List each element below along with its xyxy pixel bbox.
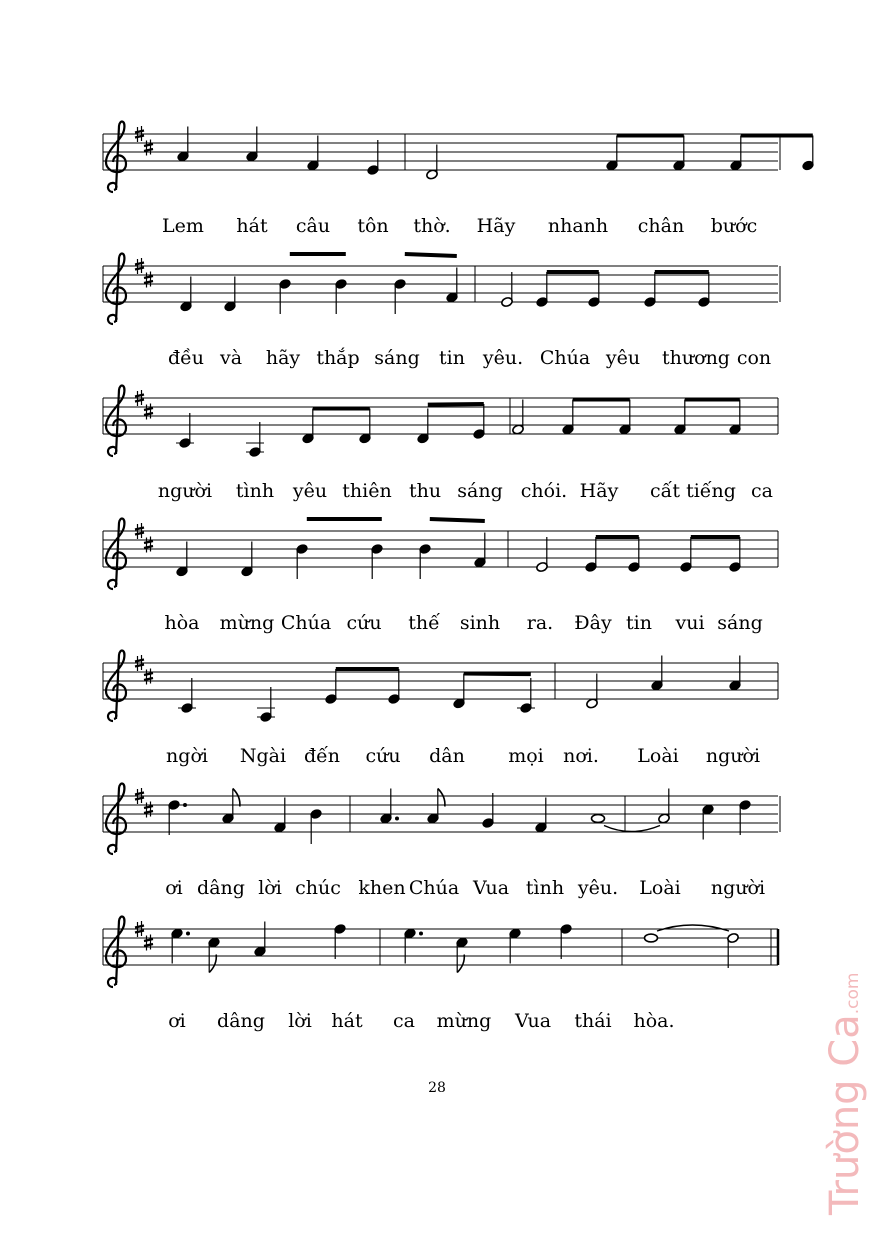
lyric-syllable: lời	[258, 877, 282, 899]
lyric-syllable: thắp	[316, 347, 360, 369]
sharp-sign-icon	[144, 802, 153, 818]
note	[335, 278, 348, 314]
note	[562, 400, 575, 436]
note	[325, 669, 338, 705]
staff-system	[103, 518, 778, 589]
lyric-syllable: chúc	[295, 877, 341, 899]
lyric-syllable: nhanh	[547, 215, 609, 237]
lyric-syllable: khen	[358, 877, 406, 899]
note	[727, 932, 740, 968]
sharp-sign-icon	[144, 272, 153, 288]
note	[473, 404, 486, 440]
note	[536, 272, 549, 308]
lyric-syllable: ca	[751, 480, 773, 502]
note	[802, 136, 815, 172]
lyric-syllable: ơi	[165, 877, 183, 899]
lyric-syllable: hãy	[265, 347, 301, 369]
note	[388, 669, 401, 705]
lyric-line	[0, 480, 874, 510]
lyric-syllable: tình	[235, 480, 275, 502]
lyric-syllable: sáng	[374, 347, 420, 369]
note	[628, 537, 641, 573]
note	[176, 542, 189, 578]
notehead-icon	[645, 934, 658, 942]
note	[168, 799, 187, 835]
lyric-line	[0, 1010, 874, 1040]
lyric-syllable: Ngài	[239, 745, 287, 767]
note	[241, 542, 254, 578]
lyric-syllable: yêu	[292, 480, 328, 502]
lyric-syllable: tiếng	[686, 480, 736, 502]
page-number: 28	[428, 1080, 446, 1096]
lyric-syllable: hát	[331, 1010, 363, 1032]
staff-lines	[103, 663, 778, 699]
lyric-syllable: và	[219, 347, 243, 369]
lyric-syllable: dân	[429, 745, 465, 767]
lyric-syllable: chói.	[520, 480, 568, 502]
dot-icon	[186, 932, 190, 936]
note	[254, 922, 267, 958]
lyric-syllable: Hãy	[579, 480, 619, 502]
flag-icon	[438, 789, 445, 807]
note	[334, 923, 347, 959]
treble-clef-icon	[106, 518, 126, 589]
note	[178, 678, 196, 714]
lyric-syllable: ca	[393, 1010, 415, 1032]
note	[180, 277, 193, 313]
notehead-icon	[592, 815, 605, 823]
beam	[430, 519, 485, 521]
lyric-syllable: hát	[236, 215, 268, 237]
note	[698, 272, 711, 308]
treble-clef-icon	[106, 253, 126, 324]
note	[279, 278, 292, 314]
beam	[464, 674, 531, 675]
note	[586, 674, 599, 710]
staff-system	[103, 783, 780, 854]
note	[645, 934, 658, 942]
note	[509, 928, 522, 964]
note	[419, 543, 432, 579]
lyric-syllable: Loài	[639, 877, 681, 899]
lyric-syllable: Vua	[514, 1010, 552, 1032]
note	[367, 140, 380, 176]
note	[729, 656, 742, 692]
note	[535, 798, 548, 834]
note	[380, 789, 399, 825]
note	[606, 136, 619, 172]
note	[404, 928, 423, 964]
lyric-syllable: bước	[710, 215, 758, 237]
lyric-syllable: yêu.	[482, 347, 524, 369]
note	[512, 400, 525, 436]
lyric-line	[0, 612, 874, 642]
note	[222, 789, 235, 825]
note	[729, 400, 742, 436]
note	[296, 543, 309, 579]
lyric-syllable: ơi	[168, 1010, 186, 1032]
lyric-syllable: người	[157, 480, 213, 502]
lyric-syllable: ngời	[166, 745, 208, 767]
note	[560, 923, 573, 959]
lyric-syllable: Chúa	[408, 877, 460, 899]
note	[426, 145, 439, 181]
lyric-syllable: hòa	[164, 612, 200, 634]
sharp-sign-icon	[144, 537, 153, 553]
lyric-syllable: mọi	[508, 745, 544, 767]
tie	[604, 826, 660, 832]
lyric-syllable: thờ.	[413, 215, 451, 237]
flag-icon	[457, 955, 464, 973]
lyric-syllable: dâng	[217, 1010, 265, 1032]
note	[274, 798, 287, 834]
sharp-sign-icon	[144, 404, 153, 420]
lyric-syllable: Vua	[472, 877, 510, 899]
note	[702, 804, 715, 840]
note	[427, 789, 440, 825]
lyric-syllable: Đây	[574, 612, 612, 634]
treble-clef-icon	[106, 121, 126, 192]
staff-lines	[103, 796, 778, 832]
lyric-syllable: vui	[675, 612, 705, 634]
lyric-syllable: Loài	[637, 745, 679, 767]
note	[453, 674, 466, 710]
flag-icon	[233, 789, 240, 807]
staff-system	[103, 385, 778, 457]
note	[302, 409, 315, 445]
beam	[428, 404, 484, 405]
watermark	[822, 973, 868, 1215]
note	[394, 278, 407, 314]
note	[585, 537, 598, 573]
lyric-syllable: cất	[650, 480, 680, 502]
lyric-syllable: đều	[167, 347, 205, 369]
note	[674, 400, 687, 436]
note	[536, 537, 549, 573]
note	[474, 533, 487, 569]
lyric-syllable: thu	[408, 480, 442, 502]
lyric-syllable: Chúa	[280, 612, 332, 634]
note	[619, 400, 632, 436]
note	[246, 422, 264, 458]
note	[592, 815, 605, 823]
lyric-syllable: tin	[439, 347, 465, 369]
dot-icon	[183, 803, 187, 807]
lyric-syllable: câu	[295, 215, 331, 237]
lyric-syllable: hòa.	[633, 1010, 675, 1032]
lyric-syllable: tôn	[357, 215, 389, 237]
note	[644, 272, 657, 308]
lyric-syllable: đến	[303, 745, 341, 767]
staff-system	[103, 121, 814, 192]
lyric-syllable: cứu	[365, 745, 401, 767]
note	[446, 268, 459, 304]
staff-system	[103, 650, 778, 722]
dot-icon	[419, 932, 423, 936]
staff-lines	[103, 531, 778, 567]
sharp-sign-icon	[144, 140, 153, 156]
note	[673, 136, 686, 172]
note	[307, 136, 320, 172]
note	[359, 409, 372, 445]
lyric-syllable: dâng	[197, 877, 245, 899]
note	[224, 277, 237, 313]
lyric-syllable: thái	[574, 1010, 612, 1032]
lyric-syllable: thế	[408, 612, 440, 634]
note	[171, 928, 190, 964]
watermark-text: Trường Ca	[822, 1014, 868, 1215]
treble-clef-icon	[106, 783, 126, 854]
note	[176, 413, 194, 449]
note	[588, 272, 601, 308]
note	[517, 678, 535, 714]
beam	[405, 254, 457, 256]
lyric-syllable: sáng	[717, 612, 763, 634]
lyric-line	[0, 877, 874, 907]
note	[680, 537, 693, 573]
note	[177, 127, 190, 163]
staff-system	[103, 916, 778, 987]
note	[257, 687, 275, 723]
lyric-line	[0, 745, 874, 775]
lyric-syllable: Lem	[162, 215, 204, 237]
note	[310, 808, 323, 844]
note	[651, 656, 664, 692]
note	[501, 272, 514, 308]
treble-clef-icon	[106, 385, 126, 456]
note	[658, 789, 671, 825]
lyric-syllable: thương	[662, 347, 730, 369]
lyric-syllable: thiên	[342, 480, 392, 502]
lyric-syllable: lời	[288, 1010, 312, 1032]
sharp-sign-icon	[144, 935, 153, 951]
note	[246, 127, 259, 163]
lyric-syllable: người	[710, 877, 766, 899]
lyric-syllable: tin	[626, 612, 652, 634]
lyric-syllable: nơi.	[563, 745, 599, 767]
lyric-syllable: chân	[637, 215, 685, 237]
lyric-syllable: yêu.	[577, 877, 619, 899]
lyric-syllable: mừng	[436, 1010, 492, 1032]
lyric-syllable: ra.	[526, 612, 554, 634]
lyric-syllable: con	[736, 347, 772, 369]
tie	[657, 925, 729, 931]
staff-lines	[103, 929, 778, 965]
note	[371, 543, 384, 579]
note	[730, 136, 743, 172]
sharp-sign-icon	[144, 669, 153, 685]
lyric-syllable: sáng	[457, 480, 503, 502]
treble-clef-icon	[106, 650, 126, 721]
note	[417, 409, 430, 445]
lyric-line	[0, 215, 874, 245]
treble-clef-icon	[106, 916, 126, 987]
flag-icon	[209, 955, 216, 973]
watermark-suffix: .com	[843, 972, 863, 1015]
lyric-syllable: người	[705, 745, 761, 767]
lyric-syllable: mừng	[219, 612, 275, 634]
note	[482, 793, 495, 829]
lyric-syllable: sinh	[459, 612, 501, 634]
lyric-syllable: tình	[525, 877, 565, 899]
lyric-line	[0, 347, 874, 377]
dot-icon	[395, 817, 399, 821]
lyric-syllable: cứu	[346, 612, 382, 634]
staff-system	[103, 253, 780, 324]
lyric-syllable: Hãy	[476, 215, 516, 237]
note	[739, 799, 752, 835]
lyric-syllable: yêu	[605, 347, 641, 369]
lyric-syllable: Chúa	[539, 347, 591, 369]
note	[729, 537, 742, 573]
